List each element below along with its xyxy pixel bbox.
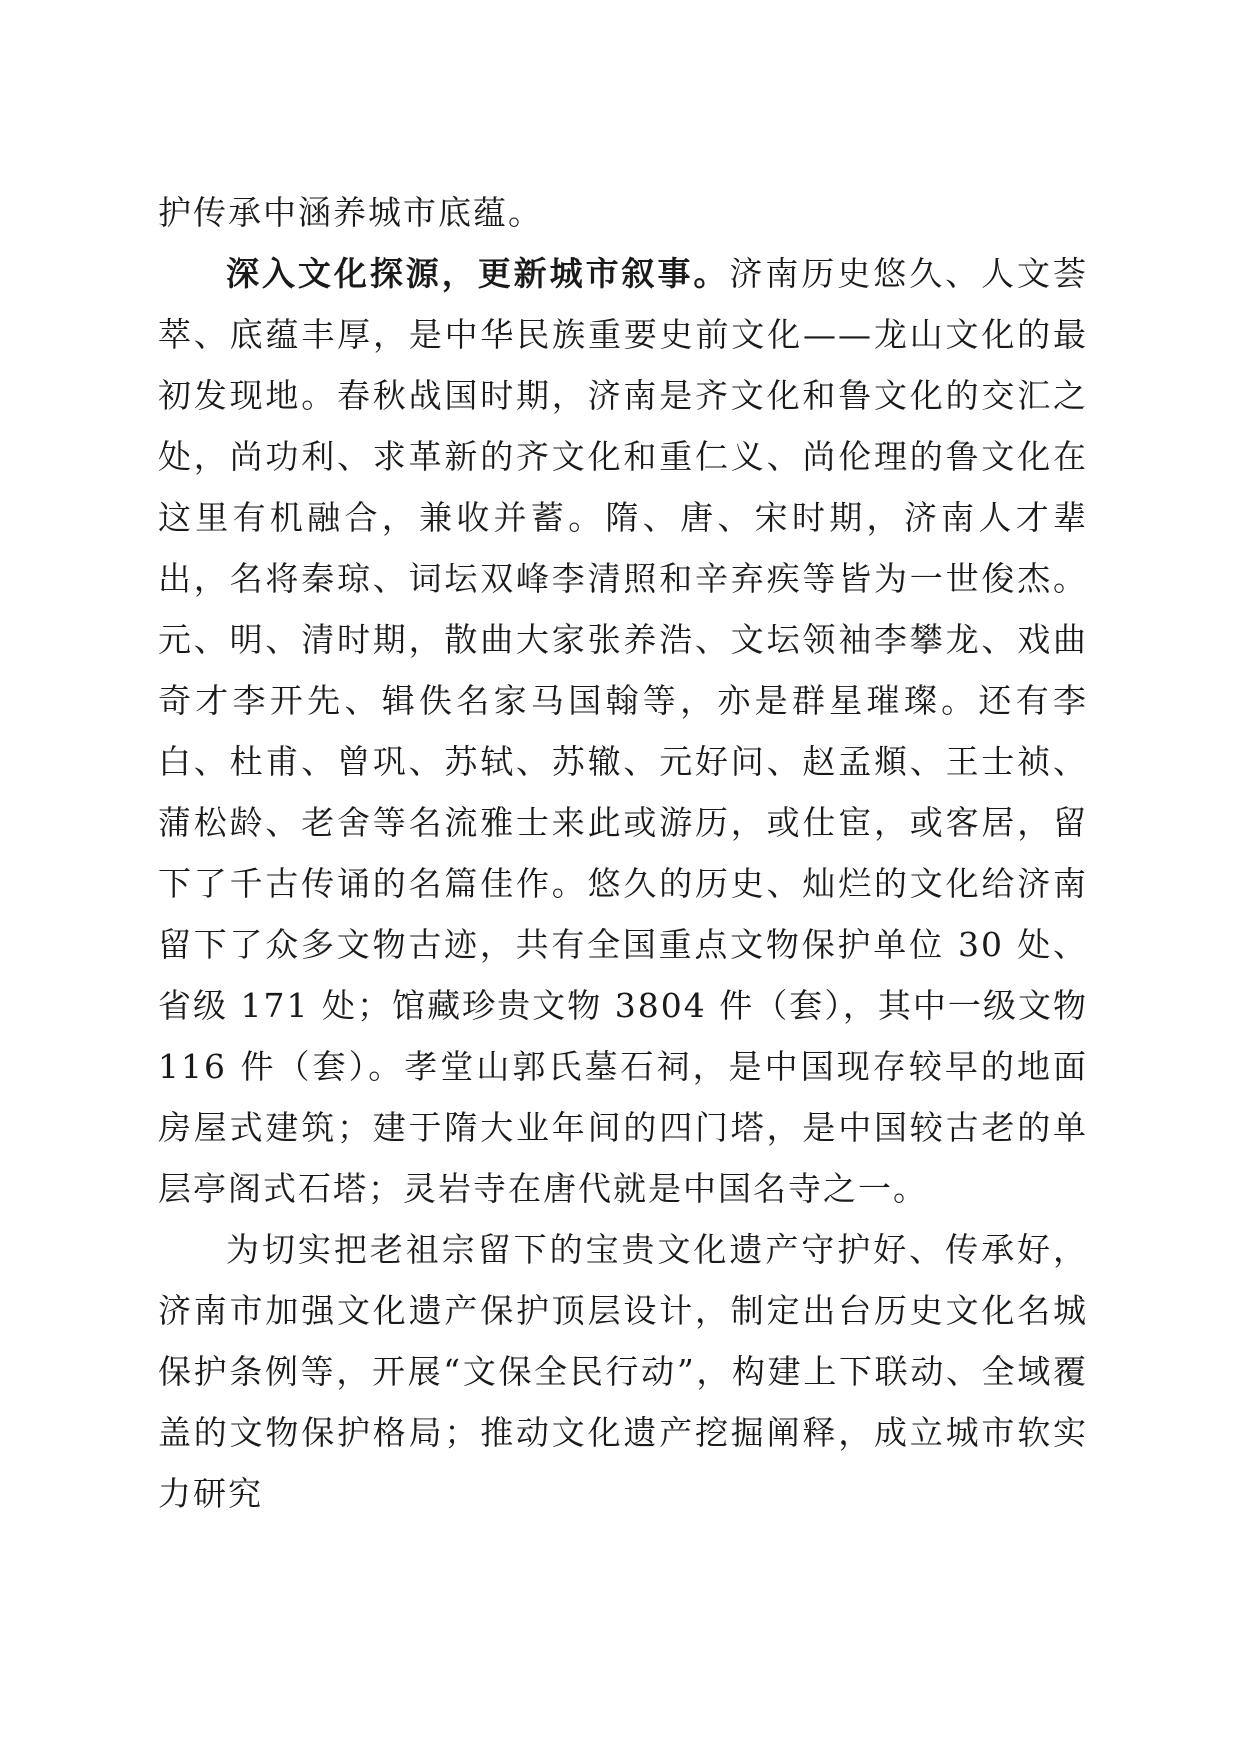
paragraph-cultural-origins (158, 243, 1088, 1219)
paragraph-text: 济南历史悠久、人文荟萃、底蕴丰厚，是中华民族重要史前文化——龙山文化的最初发现地。春秋战国时期，济南是齐文化和鲁文化的交汇之处，尚功利、求革新的齐文化和重仁义、尚伦理的鲁文化在这里有机融合，兼收并蓄。隋、唐、宋时期，济南人才辈出，名将秦琼、词坛双峰李清照和辛弃疾等皆为一世俊杰。元、明、清时期，散曲大家张养浩、文坛领袖李攀龙、戏曲奇才李开先、辑佚名家马国翰等，亦是群星璀璨。还有李白、杜甫、曾巩、苏轼、苏辙、元好问、赵孟頫、王士祯、蒲松龄、老舍等名流雅士来此或游历，或仕宦，或客居，留下了千古传诵的名篇佳作。悠久的历史、灿烂的文化给济南留下了众多文物古迹，共有全国重点文物保护单位 30 处、省级 171 处；馆藏珍贵文物 3804 件（套），其中一级文物 116 件（套）。孝堂山郭氏墓石祠，是中国现存较早的地面房屋式建筑；建于隋大业年间的四门塔，是中国较古老的单层亭阁式石塔；灵岩寺在唐代就是中国名寺之一。 (158, 254, 1089, 1208)
paragraph-text: 为切实把老祖宗留下的宝贵文化遗产守护好、传承好，济南市加强文化遗产保护顶层设计，制定出台历史文化名城保护条例等，开展“文保全民行动”，构建上下联动、全域覆盖的文物保护格局；推动文化遗产挖掘阐释，成立城市软实力研究 (158, 1230, 1088, 1513)
paragraph-continuation (158, 182, 1088, 243)
document-body (158, 182, 1088, 1524)
paragraph-lead-heading: 深入文化探源，更新城市叙事。 (226, 254, 730, 293)
paragraph-text: 护传承中涵养城市底蕴。 (158, 193, 543, 232)
paragraph-heritage-protection (158, 1219, 1088, 1524)
